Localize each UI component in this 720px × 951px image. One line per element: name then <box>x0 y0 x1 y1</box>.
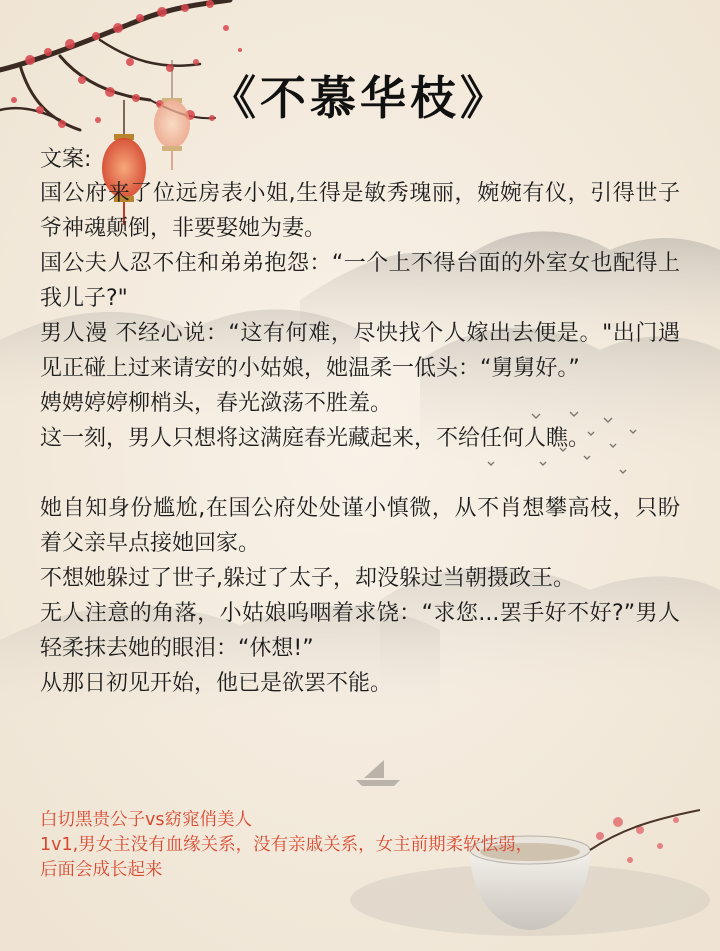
paragraph: 从那日初见开始，他已是欲罢不能。 <box>40 671 393 696</box>
tag-line: 后面会成长起来 <box>40 860 163 880</box>
synopsis-label: 文案: <box>40 147 92 172</box>
paragraph: 男人漫 不经心说：“这有何难，尽快找个人嫁出去便是。"出门遇见正碰上过来请安的小姑娘，她温柔一低头：“舅舅好。” <box>40 321 680 381</box>
paragraph: 国公府来了位远房表小姐,生得是敏秀瑰丽，婉婉有仪，引得世子爷神魂颠倒，非要娶她为妻。 <box>40 181 680 241</box>
tag-notes <box>40 808 680 883</box>
paragraph: 这一刻，男人只想将这满庭春光藏起来，不给任何人瞧。 <box>40 426 591 451</box>
paragraph: 不想她躲过了世子,躲过了太子，却没躲过当朝摄政王。 <box>40 566 575 591</box>
tag-line: 1v1,男女主没有血缘关系，没有亲戚关系，女主前期柔软怯弱， <box>40 835 534 855</box>
paragraph: 无人注意的角落，小姑娘呜咽着求饶：“求您...罢手好不好?”男人轻柔抹去她的眼泪：“休想!” <box>40 601 680 661</box>
tag-line: 白切黑贵公子vs窈窕俏美人 <box>40 810 252 830</box>
paragraph: 国公夫人忍不住和弟弟抱怨：“一个上不得台面的外室女也配得上我儿子?" <box>40 251 680 311</box>
paragraph: 娉娉婷婷柳梢头，春光潋荡不胜羞。 <box>40 391 393 416</box>
page-title: 《不慕华枝》 <box>210 71 510 125</box>
synopsis-body <box>40 176 680 701</box>
paragraph: 她自知身份尴尬,在国公府处处谨小慎微，从不肖想攀高枝，只盼着父亲早点接她回家。 <box>40 496 680 556</box>
